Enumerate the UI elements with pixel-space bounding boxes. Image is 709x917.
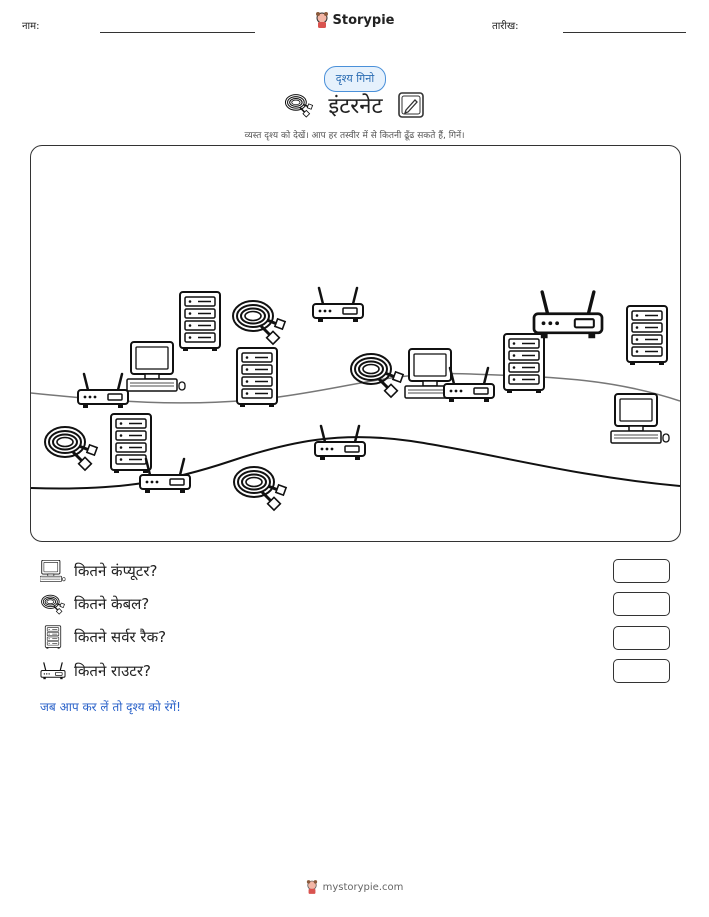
server-4: [627, 306, 667, 365]
router-1: [313, 288, 363, 322]
date-label: तारीख:: [492, 21, 519, 32]
server-rack-icon: [40, 625, 66, 649]
server-3: [504, 334, 544, 393]
question-label: कितने कंप्यूटर?: [74, 562, 158, 580]
answer-box-cables[interactable]: [613, 592, 670, 616]
name-label: नाम:: [22, 21, 40, 32]
question-server-racks: [40, 624, 166, 650]
cable-icon: [284, 92, 314, 118]
coloring-note: जब आप कर लें तो दृश्य को रंगें!: [40, 700, 181, 714]
site-footer: [0, 880, 709, 897]
cable-2: [351, 354, 403, 397]
storypie-logo-icon: [315, 12, 329, 28]
computer-icon: [40, 560, 66, 582]
page-title: इंटरनेट: [328, 94, 383, 119]
question-computers: [40, 558, 157, 584]
router-6: [140, 459, 190, 493]
router-2: [444, 368, 494, 402]
cable-4: [234, 467, 286, 510]
answer-box-routers[interactable]: [613, 659, 670, 683]
brand-name: Storypie: [332, 12, 395, 28]
cable-1: [233, 301, 285, 344]
question-label: कितने केबल?: [74, 595, 150, 613]
scene-area[interactable]: [30, 145, 681, 542]
computer-3: [611, 394, 669, 443]
date-line[interactable]: [563, 32, 686, 33]
question-routers: [40, 658, 151, 684]
question-label: कितने राउटर?: [74, 662, 151, 680]
router-5: [315, 426, 365, 460]
storypie-logo-icon: [306, 880, 318, 894]
question-cables: [40, 591, 149, 617]
answer-box-computers[interactable]: [613, 559, 670, 583]
title-row: [0, 90, 709, 120]
instructions: व्यस्त दृश्य को देखें। आप हर तस्वीर में से कितनी ढूँढ सकते हैं, गिनें।: [244, 131, 465, 141]
cable-icon: [40, 593, 66, 615]
router-icon: [40, 660, 66, 682]
router-3: [534, 292, 602, 338]
question-label: कितने सर्वर रैक?: [74, 628, 167, 646]
activity-badge: दृश्य गिनो: [324, 66, 386, 92]
computer-1: [127, 342, 185, 391]
name-line[interactable]: [100, 32, 255, 33]
server-2: [237, 348, 277, 407]
server-5: [111, 414, 151, 473]
cable-3: [45, 427, 97, 470]
site-url[interactable]: mystorypie.com: [322, 881, 404, 893]
server-1: [180, 292, 220, 351]
scene-illustration: [31, 146, 680, 541]
pencil-note-icon: [397, 91, 425, 119]
brand-logo: [0, 12, 709, 32]
answer-box-server-racks[interactable]: [613, 626, 670, 650]
router-4: [78, 374, 128, 408]
